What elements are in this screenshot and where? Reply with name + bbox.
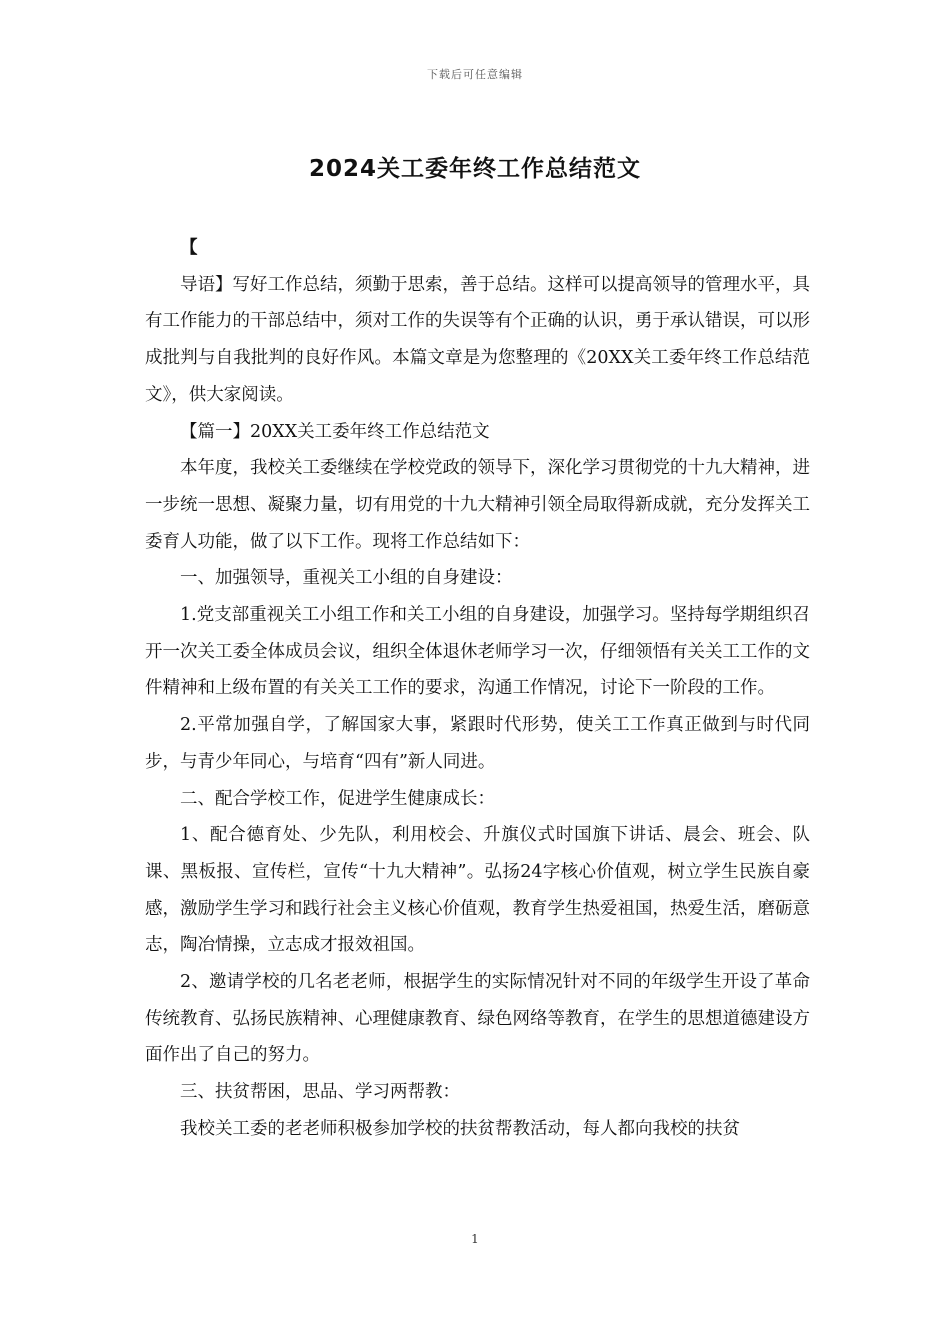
paragraph: 导语】写好工作总结，须勤于思索，善于总结。这样可以提高领导的管理水平，具有工作能力的干部总结中，须对工作的失误等有个正确的认识，勇于承认错误，可以形成批判与自我批判的良好作风。本篇文章是为您整理的《20XX关工委年终工作总结范文》，供大家阅读。 bbox=[145, 274, 810, 405]
paragraph: 我校关工委的老老师积极参加学校的扶贫帮教活动，每人都向我校的扶贫 bbox=[180, 1118, 740, 1139]
header-note: 下载后可任意编辑 bbox=[427, 68, 523, 81]
page-number: 1 bbox=[471, 1232, 479, 1246]
paragraph: 【篇一】20XX关工委年终工作总结范文 bbox=[180, 421, 490, 442]
paragraph: 2、邀请学校的几名老老师，根据学生的实际情况针对不同的年级学生开设了革命传统教育、弘扬民族精神、心理健康教育、绿色网络等教育，在学生的思想道德建设方面作出了自己的努力。 bbox=[145, 972, 810, 1066]
document-title: 2024关工委年终工作总结范文 bbox=[308, 156, 641, 182]
paragraph: 本年度，我校关工委继续在学校党政的领导下，深化学习贯彻党的十九大精神，进一步统一思想、凝聚力量，切有用党的十九大精神引领全局取得新成就，充分发挥关工委育人功能，做了以下工作。现将工作总结如下： bbox=[145, 458, 810, 552]
paragraph: 2.平常加强自学，了解国家大事，紧跟时代形势，使关工工作真正做到与时代同步，与青少年同心，与培育“四有”新人同进。 bbox=[145, 715, 810, 772]
paragraph: 1.党支部重视关工小组工作和关工小组的自身建设，加强学习。坚持每学期组织召开一次关工委全体成员会议，组织全体退休老师学习一次，仔细领悟有关关工工作的文件精神和上级布置的有关关工工作的要求，沟通工作情况，讨论下一阶段的工作。 bbox=[145, 605, 810, 699]
paragraph: 【 bbox=[180, 238, 198, 258]
document-body bbox=[145, 230, 810, 1148]
paragraph: 一、加强领导，重视关工小组的自身建设： bbox=[180, 568, 513, 589]
paragraph: 二、配合学校工作，促进学生健康成长： bbox=[180, 788, 495, 809]
paragraph: 1、配合德育处、少先队，利用校会、升旗仪式时国旗下讲话、晨会、班会、队课、黑板报、宣传栏，宣传“十九大精神”。弘扬24字核心价值观，树立学生民族自豪感，激励学生学习和践行社会主义核心价值观，教育学生热爱祖国，热爱生活，磨砺意志，陶冶情操，立志成才报效祖国。 bbox=[145, 825, 810, 956]
paragraph: 三、扶贫帮困，思品、学习两帮教： bbox=[180, 1082, 460, 1103]
